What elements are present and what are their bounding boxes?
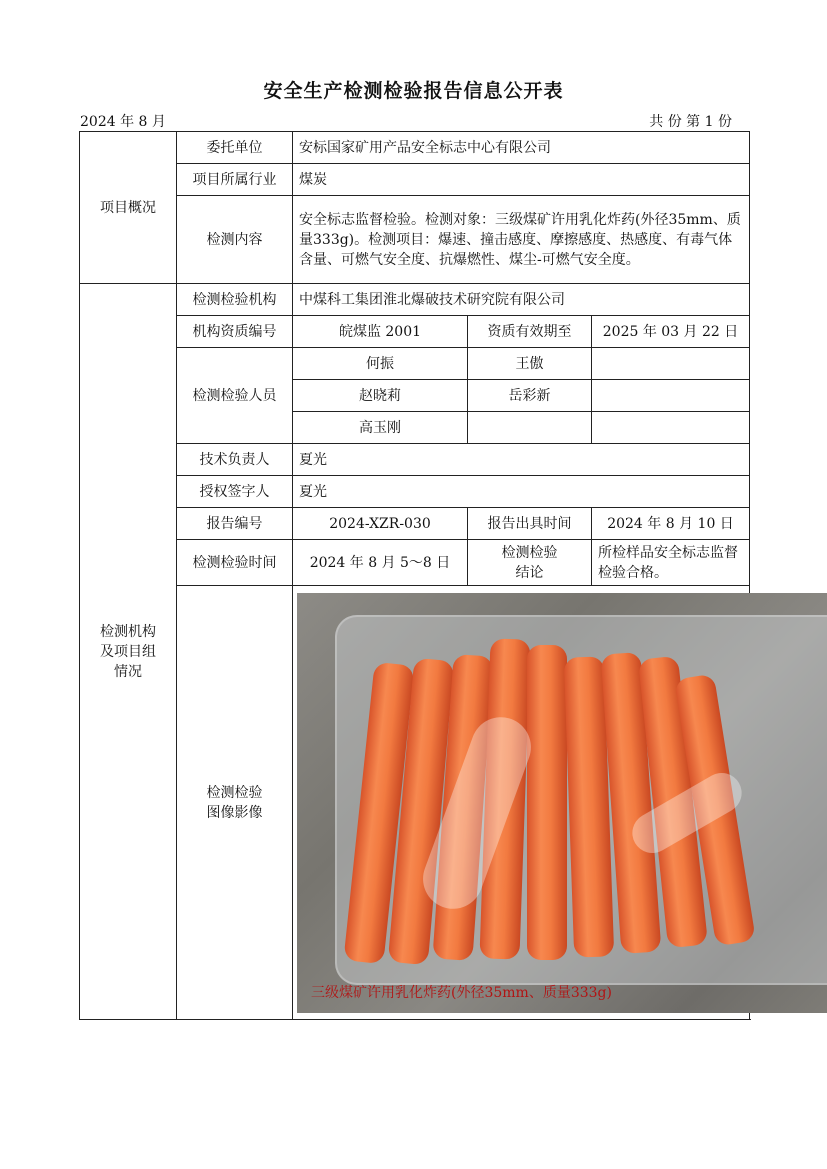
tech-lead-label: 技术负责人 bbox=[177, 444, 293, 476]
photo-cell bbox=[293, 586, 750, 1020]
conclusion-label-text: 检测检验结论 bbox=[501, 544, 558, 581]
explosive-cartridge bbox=[527, 645, 567, 960]
signer-value: 夏光 bbox=[293, 476, 750, 508]
staff-label: 检测检验人员 bbox=[177, 348, 293, 444]
tech-lead-value: 夏光 bbox=[293, 444, 750, 476]
report-date: 2024 年 8 月 bbox=[80, 114, 166, 130]
industry-value: 煤炭 bbox=[293, 164, 750, 196]
test-time-label: 检测检验时间 bbox=[177, 540, 293, 586]
page-title: 安全生产检测检验报告信息公开表 bbox=[263, 80, 564, 102]
staff-empty-cell bbox=[592, 412, 750, 444]
client-value: 安标国家矿用产品安全标志中心有限公司 bbox=[293, 132, 750, 164]
validity-label: 资质有效期至 bbox=[468, 316, 592, 348]
org-label: 检测检验机构 bbox=[177, 284, 293, 316]
staff-empty-cell bbox=[468, 412, 592, 444]
institution-group-text: 检测机构及项目组情况 bbox=[100, 623, 156, 680]
overview-group-label: 项目概况 bbox=[80, 132, 177, 284]
org-value: 中煤科工集团淮北爆破技术研究院有限公司 bbox=[293, 284, 750, 316]
conclusion-value: 所检样品安全标志监督检验合格。 bbox=[592, 540, 750, 586]
staff-member: 赵晓莉 bbox=[293, 380, 468, 412]
qualification-value: 皖煤监 2001 bbox=[293, 316, 468, 348]
staff-empty-cell bbox=[592, 348, 750, 380]
staff-member: 岳彩新 bbox=[468, 380, 592, 412]
industry-label: 项目所属行业 bbox=[177, 164, 293, 196]
staff-empty-cell bbox=[592, 380, 750, 412]
content-value: 安全标志监督检验。检测对象：三级煤矿许用乳化炸药(外径35mm、质量333g)。检测项目：爆速、撞击感度、摩擦感度、热感度、有毒气体含量、可燃气安全度、抗爆燃性、煤尘-可燃气安全度。 bbox=[293, 196, 750, 284]
issue-date-label: 报告出具时间 bbox=[468, 508, 592, 540]
issue-date-value: 2024 年 8 月 10 日 bbox=[592, 508, 750, 540]
qualification-label: 机构资质编号 bbox=[177, 316, 293, 348]
content-label: 检测内容 bbox=[177, 196, 293, 284]
client-label: 委托单位 bbox=[177, 132, 293, 164]
image-group-text: 检测检验图像影像 bbox=[206, 784, 263, 821]
photo-caption: 三级煤矿许用乳化炸药(外径35mm、质量333g) bbox=[311, 984, 612, 1001]
sample-photo bbox=[297, 593, 827, 1013]
conclusion-label bbox=[468, 540, 592, 586]
report-number-label: 报告编号 bbox=[177, 508, 293, 540]
staff-member: 高玉刚 bbox=[293, 412, 468, 444]
test-time-value: 2024 年 8 月 5～8 日 bbox=[293, 540, 468, 586]
report-number-value: 2024-XZR-030 bbox=[293, 508, 468, 540]
copy-count: 共 份 第 1 份 bbox=[649, 114, 732, 130]
validity-value: 2025 年 03 月 22 日 bbox=[592, 316, 750, 348]
report-table bbox=[79, 131, 750, 1020]
signer-label: 授权签字人 bbox=[177, 476, 293, 508]
image-group-label bbox=[177, 586, 293, 1020]
staff-member: 王傲 bbox=[468, 348, 592, 380]
staff-member: 何振 bbox=[293, 348, 468, 380]
institution-group-label bbox=[80, 284, 177, 1020]
